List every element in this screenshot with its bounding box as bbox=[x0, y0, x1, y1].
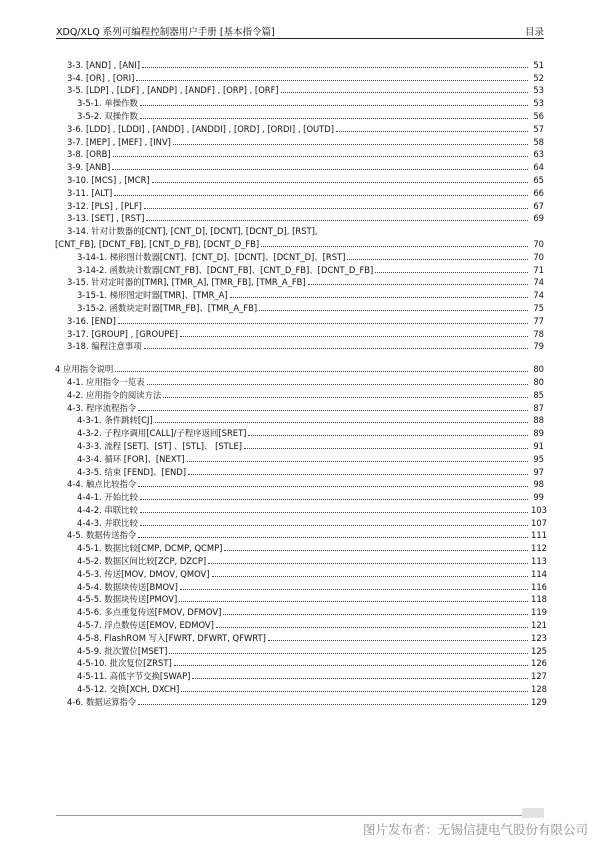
toc-entry[interactable] bbox=[67, 84, 544, 97]
toc-leader-dots bbox=[140, 499, 528, 500]
toc-entry-page: 74 bbox=[533, 290, 544, 301]
toc-entry-label: 4-3-1. 条件跳转[CJ] bbox=[67, 415, 155, 426]
toc-entry-label: 4-5-1. 数据比较[CMP, DCMP, QCMP] bbox=[67, 543, 224, 554]
toc-entry-page: 85 bbox=[533, 389, 544, 400]
toc-entry[interactable] bbox=[67, 288, 544, 301]
toc-entry[interactable] bbox=[67, 375, 544, 388]
toc-entry-label: 3-14. 针对计数器的[CNT], [CNT_D], [DCNT], [DCNT_D], [RST], bbox=[67, 226, 318, 237]
toc-entry[interactable] bbox=[55, 362, 544, 375]
toc-leader-dots bbox=[112, 169, 528, 170]
toc-entry-page: 65 bbox=[533, 174, 544, 185]
toc-entry[interactable] bbox=[67, 426, 544, 439]
toc-entry-label: 4-5-2. 数据区间比较[ZCP, DZCP] bbox=[67, 556, 208, 567]
toc-leader-dots bbox=[281, 92, 528, 93]
toc-leader-dots bbox=[114, 195, 528, 196]
toc-entry[interactable] bbox=[67, 199, 544, 212]
toc-entry[interactable] bbox=[67, 71, 544, 84]
toc-entry-label: 4-5-3. 传送[MOV, DMOV, QMOV] bbox=[67, 569, 212, 580]
toc-entry-page: 121 bbox=[531, 620, 547, 631]
toc-entry-page: 116 bbox=[531, 581, 547, 592]
toc-entry[interactable] bbox=[67, 173, 544, 186]
toc-leader-dots bbox=[224, 550, 528, 551]
toc-entry-page: 51 bbox=[533, 59, 544, 70]
toc-entry-page: 126 bbox=[531, 658, 547, 669]
toc-entry-label: 4-5-9. 批次置位[MSET] bbox=[67, 646, 169, 657]
toc-entry-label: 3-15-1. 梯形图定时器[TMR]、[TMR_A] bbox=[67, 290, 230, 301]
toc-entry-page: 99 bbox=[533, 492, 544, 503]
toc-entry-label: 4-3-3. 流程 [SET]、[ST] 、[STL]、 [STLE] bbox=[67, 441, 244, 452]
toc-entry-page: 91 bbox=[533, 440, 544, 451]
toc-entry[interactable] bbox=[67, 327, 544, 340]
toc-entry-label: 3-11. [ALT] bbox=[67, 187, 113, 198]
footer-divider bbox=[56, 815, 544, 816]
toc-entry-label: 4-2. 应用指令的阅读方法 bbox=[67, 389, 162, 400]
toc-leader-dots bbox=[115, 371, 528, 372]
toc-entry-page: 74 bbox=[533, 277, 544, 288]
section-title: 目录 bbox=[524, 27, 544, 38]
toc-entry[interactable] bbox=[67, 554, 547, 567]
toc-entry-label: 3-7. [MEP] , [MEF] , [INV] bbox=[67, 136, 171, 147]
toc-entry[interactable] bbox=[67, 541, 547, 554]
toc-entry[interactable] bbox=[67, 439, 544, 452]
toc-leader-dots bbox=[223, 614, 528, 615]
toc-entry[interactable] bbox=[67, 490, 544, 503]
toc-entry[interactable] bbox=[67, 631, 547, 644]
toc-entry-label: 3-13. [SET] , [RST] bbox=[67, 213, 145, 224]
toc-leader-dots bbox=[192, 678, 528, 679]
toc-entry-page: 69 bbox=[533, 213, 544, 224]
toc-entry[interactable] bbox=[67, 529, 547, 542]
toc-entry[interactable] bbox=[67, 478, 544, 491]
toc-leader-dots bbox=[152, 182, 528, 183]
toc-entry-label: 3-17. [GROUP] , [GROUPE] bbox=[67, 328, 178, 339]
toc-entry-label: 3-12. [PLS] , [PLF] bbox=[67, 200, 142, 211]
toc-entry-page: 80 bbox=[533, 376, 544, 387]
table-of-contents bbox=[55, 58, 547, 708]
toc-entry-label: 4-5-4. 数据块传送[BMOV] bbox=[67, 582, 180, 593]
toc-entry-page: 129 bbox=[531, 696, 547, 707]
toc-entry-label: 4-5-11. 高低字节交换[SWAP] bbox=[67, 671, 192, 682]
toc-entry-page: 128 bbox=[531, 684, 547, 695]
toc-entry[interactable] bbox=[67, 250, 544, 263]
toc-entry-label: 4-4. 触点比较指令 bbox=[67, 479, 137, 490]
toc-entry[interactable] bbox=[67, 135, 544, 148]
toc-entry-page: 107 bbox=[531, 517, 547, 528]
toc-entry-label: 3-16. [END] bbox=[67, 315, 116, 326]
toc-entry[interactable] bbox=[67, 186, 544, 199]
toc-entry-page: 114 bbox=[531, 568, 547, 579]
toc-leader-dots bbox=[118, 323, 528, 324]
toc-group-chapter-3 bbox=[55, 58, 544, 352]
toc-entry-label: 3-6. [LDD] , [LDDI] , [ANDD] , [ANDDI] , [ORD] , [ORDI] , [OUTD] bbox=[67, 123, 334, 134]
toc-entry[interactable] bbox=[67, 516, 547, 529]
toc-entry-page: 58 bbox=[533, 136, 544, 147]
toc-entry-page: 70 bbox=[533, 238, 544, 249]
toc-leader-dots bbox=[169, 653, 528, 654]
toc-entry-page: 66 bbox=[533, 187, 544, 198]
toc-leader-dots bbox=[142, 67, 528, 68]
toc-entry-page: 79 bbox=[533, 341, 544, 352]
toc-leader-dots bbox=[140, 525, 528, 526]
toc-leader-dots bbox=[138, 486, 528, 487]
toc-entry-label: 3-5-2. 双操作数 bbox=[67, 111, 140, 122]
toc-leader-dots bbox=[212, 576, 528, 577]
toc-entry-label: 3-5. [LDP] , [LDF] , [ANDP] , [ANDF] , [ORP] , [ORF] bbox=[67, 85, 279, 96]
toc-entry[interactable] bbox=[67, 657, 547, 670]
toc-entry-label: 4-4-2. 串联比较 bbox=[67, 505, 140, 516]
toc-entry-page: 113 bbox=[531, 556, 547, 567]
toc-entry[interactable] bbox=[67, 580, 547, 593]
toc-entry-page: 80 bbox=[533, 364, 544, 375]
toc-leader-dots bbox=[144, 348, 528, 349]
toc-entry-label: [CNT_FB], [DCNT_FB], [CNT_D_FB], [DCNT_D_FB] bbox=[55, 238, 260, 249]
toc-leader-dots bbox=[181, 691, 528, 692]
toc-entry[interactable] bbox=[67, 224, 544, 237]
toc-leader-dots bbox=[163, 397, 528, 398]
toc-leader-dots bbox=[138, 410, 528, 411]
toc-entry-label: 4-5-6. 多点重复传送[FMOV, DFMOV] bbox=[67, 607, 223, 618]
toc-entry-label: 4-5. 数据传送指令 bbox=[67, 530, 137, 541]
toc-gap bbox=[67, 352, 544, 362]
toc-entry-page: 98 bbox=[533, 479, 544, 490]
toc-entry[interactable] bbox=[67, 567, 547, 580]
toc-entry-page: 111 bbox=[531, 530, 547, 541]
toc-entry-page: 78 bbox=[533, 328, 544, 339]
toc-leader-dots bbox=[375, 272, 528, 273]
toc-entry[interactable] bbox=[67, 695, 547, 708]
toc-entry-page: 127 bbox=[531, 671, 547, 682]
toc-leader-dots bbox=[144, 208, 528, 209]
toc-entry[interactable] bbox=[67, 605, 547, 618]
toc-leader-dots bbox=[173, 144, 528, 145]
toc-entry[interactable] bbox=[67, 212, 544, 225]
toc-entry-page: 75 bbox=[533, 302, 544, 313]
toc-entry-page: 52 bbox=[533, 72, 544, 83]
toc-entry[interactable] bbox=[67, 414, 544, 427]
toc-entry-page: 103 bbox=[531, 504, 547, 515]
toc-entry-label: 3-8. [ORB] bbox=[67, 149, 111, 160]
toc-leader-dots bbox=[138, 537, 528, 538]
toc-leader-dots bbox=[180, 336, 528, 337]
toc-leader-dots bbox=[138, 704, 528, 705]
toc-entry[interactable] bbox=[67, 122, 544, 135]
toc-leader-dots bbox=[140, 105, 528, 106]
toc-entry-label: 3-9. [ANB] bbox=[67, 162, 111, 173]
toc-entry-label: 3-14-1. 梯形图计数器[CNT]、[CNT_D]、[DCNT]、[DCNT_D]、[RST] bbox=[67, 252, 347, 263]
toc-entry-page: 112 bbox=[531, 543, 547, 554]
toc-entry[interactable] bbox=[55, 237, 544, 250]
toc-entry[interactable] bbox=[67, 340, 544, 353]
toc-entry-page: 53 bbox=[533, 98, 544, 109]
toc-leader-dots bbox=[147, 384, 528, 385]
toc-entry-page: 88 bbox=[533, 415, 544, 426]
toc-leader-dots bbox=[336, 131, 528, 132]
toc-entry[interactable] bbox=[67, 109, 544, 122]
toc-leader-dots bbox=[155, 422, 528, 423]
toc-leader-dots bbox=[248, 435, 528, 436]
toc-entry[interactable] bbox=[67, 263, 544, 276]
toc-entry-label: 4-4-1. 开始比较 bbox=[67, 492, 140, 503]
toc-entry[interactable] bbox=[67, 148, 544, 161]
publisher-watermark: 图片发布者：无锡信捷电气股份有限公司 bbox=[362, 822, 588, 837]
toc-leader-dots bbox=[244, 448, 528, 449]
toc-leader-dots bbox=[216, 627, 528, 628]
toc-entry-page: 89 bbox=[533, 428, 544, 439]
toc-leader-dots bbox=[268, 640, 528, 641]
toc-entry-page: 119 bbox=[531, 607, 547, 618]
toc-entry-label: 4-5-7. 浮点数传送[EMOV, EDMOV] bbox=[67, 620, 216, 631]
toc-entry-label: 4-5-5. 数据块传送[PMOV] bbox=[67, 594, 179, 605]
toc-entry-page: 97 bbox=[533, 466, 544, 477]
toc-leader-dots bbox=[230, 297, 528, 298]
toc-leader-dots bbox=[261, 246, 528, 247]
toc-entry-label: 3-10. [MCS] , [MCR] bbox=[67, 174, 150, 185]
toc-leader-dots bbox=[308, 284, 528, 285]
toc-entry[interactable] bbox=[67, 593, 547, 606]
toc-entry-page: 95 bbox=[533, 453, 544, 464]
toc-entry[interactable] bbox=[67, 644, 547, 657]
toc-entry[interactable] bbox=[67, 465, 544, 478]
manual-title: XDQ/XLQ 系列可编程控制器用户手册 [基本指令篇] bbox=[56, 27, 275, 38]
toc-entry-page: 118 bbox=[531, 594, 547, 605]
toc-entry-label: 4-1. 应用指令一览表 bbox=[67, 376, 145, 387]
toc-entry-page: 64 bbox=[533, 162, 544, 173]
header-divider bbox=[56, 38, 544, 39]
toc-group-chapter-4 bbox=[55, 362, 547, 708]
toc-entry[interactable] bbox=[67, 618, 547, 631]
toc-entry-page: 67 bbox=[533, 200, 544, 211]
toc-entry-page: 71 bbox=[533, 264, 544, 275]
toc-entry-page: 70 bbox=[533, 251, 544, 262]
toc-entry-page: 77 bbox=[533, 315, 544, 326]
toc-entry-label: 4-5-12. 交换[XCH, DXCH] bbox=[67, 684, 181, 695]
toc-entry-label: 3-3. [AND] , [ANI] bbox=[67, 59, 140, 70]
toc-entry[interactable] bbox=[67, 96, 544, 109]
toc-leader-dots bbox=[140, 512, 528, 513]
toc-leader-dots bbox=[136, 80, 528, 81]
toc-entry-page: 87 bbox=[533, 402, 544, 413]
toc-entry[interactable] bbox=[67, 401, 544, 414]
toc-entry-label: 4 应用指令说明 bbox=[55, 364, 114, 375]
toc-leader-dots bbox=[188, 474, 528, 475]
toc-leader-dots bbox=[347, 259, 528, 260]
toc-entry-label: 4-5-10. 批次复位[ZRST] bbox=[67, 658, 174, 669]
toc-entry-label: 3-15-2. 函数块定时器[TMR_FB]、[TMR_A_FB] bbox=[67, 303, 259, 314]
toc-entry-label: 4-3-5. 结束 [FEND]、[END] bbox=[67, 467, 188, 478]
toc-entry[interactable] bbox=[67, 388, 544, 401]
toc-entry-label: 4-5-8. FlashROM 写入[FWRT, DFWRT, QFWRT] bbox=[67, 633, 268, 644]
toc-entry-label: 4-6. 数据运算指令 bbox=[67, 696, 137, 707]
toc-entry-page: 63 bbox=[533, 149, 544, 160]
toc-entry[interactable] bbox=[67, 58, 544, 71]
toc-entry[interactable] bbox=[67, 669, 547, 682]
toc-entry[interactable] bbox=[67, 314, 544, 327]
toc-leader-dots bbox=[187, 461, 528, 462]
toc-entry-label: 4-3-2. 子程序调用[CALL]/子程序返回[SRET] bbox=[67, 428, 248, 439]
toc-leader-dots bbox=[140, 118, 528, 119]
toc-leader-dots bbox=[180, 589, 528, 590]
toc-entry-label: 4-4-3. 并联比较 bbox=[67, 518, 140, 529]
page-header bbox=[56, 20, 544, 38]
toc-entry-label: 4-3-4. 循环 [FOR]、[NEXT] bbox=[67, 454, 187, 465]
toc-entry[interactable] bbox=[67, 276, 544, 289]
toc-entry[interactable] bbox=[67, 301, 544, 314]
toc-entry-label: 3-18. 编程注意事项 bbox=[67, 341, 142, 352]
toc-entry[interactable] bbox=[67, 682, 547, 695]
toc-entry-label: 3-5-1. 单操作数 bbox=[67, 98, 140, 109]
toc-leader-dots bbox=[174, 665, 528, 666]
toc-leader-dots bbox=[113, 156, 528, 157]
toc-entry-page: 53 bbox=[533, 85, 544, 96]
toc-entry-label: 3-4. [OR] , [ORI] bbox=[67, 72, 135, 83]
toc-entry-page: 57 bbox=[533, 123, 544, 134]
toc-entry[interactable] bbox=[67, 503, 547, 516]
toc-entry[interactable] bbox=[67, 160, 544, 173]
toc-entry-label: 4-3. 程序流程指令 bbox=[67, 402, 137, 413]
toc-leader-dots bbox=[146, 220, 528, 221]
page-tab bbox=[522, 808, 544, 818]
toc-leader-dots bbox=[259, 310, 528, 311]
toc-entry-label: 3-15. 针对定时器的[TMR], [TMR_A], [TMR_FB], [TMR_A_FB] bbox=[67, 277, 306, 288]
toc-entry-page: 123 bbox=[531, 632, 547, 643]
toc-entry-label: 3-14-2. 函数块计数器[CNT_FB]、[DCNT_FB]、[CNT_D_FB]、[DCNT_D_FB] bbox=[67, 265, 375, 276]
toc-leader-dots bbox=[208, 563, 528, 564]
toc-entry[interactable] bbox=[67, 452, 544, 465]
toc-leader-dots bbox=[179, 601, 528, 602]
toc-entry-page: 125 bbox=[531, 645, 547, 656]
toc-entry-page: 56 bbox=[533, 110, 544, 121]
